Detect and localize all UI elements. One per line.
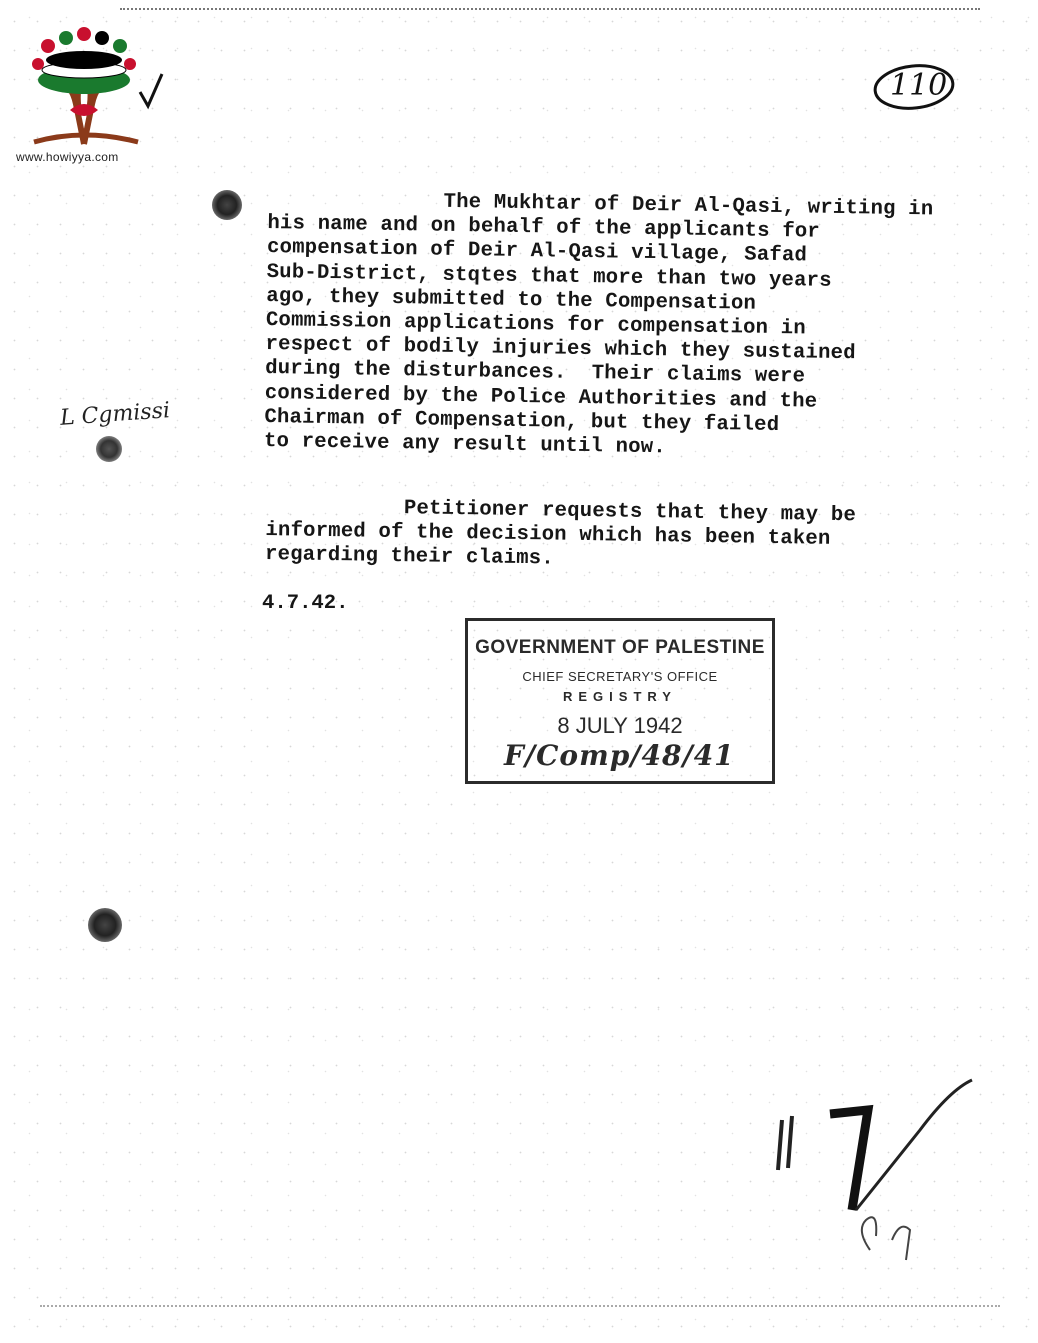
- stamp-reference: F/Comp/48/41: [504, 739, 735, 772]
- letter-line: his name and on behalf of the applicants for: [267, 212, 821, 244]
- stamp-registry: REGISTRY: [563, 689, 677, 704]
- margin-note: L Cgmissi: [59, 398, 171, 431]
- scan-edge: [120, 8, 980, 18]
- letter-line: considered by the Police Authorities and the: [264, 381, 818, 414]
- letter-line: Commission applications for compensation in: [265, 309, 807, 341]
- ink-blot: [96, 436, 122, 462]
- page-number: [872, 62, 956, 112]
- letter-line: regarding their claims.: [264, 543, 555, 571]
- letter-line: Petitioner requests that they may be: [265, 495, 857, 528]
- logo-caption: www.howiyya.com: [16, 150, 119, 164]
- scan-edge-bottom: [40, 1305, 1000, 1307]
- letter-line: to receive any result until now.: [263, 430, 667, 460]
- howiyya-logo: [14, 24, 154, 169]
- punch-hole: [212, 190, 242, 220]
- punch-hole: [88, 908, 122, 942]
- page-number-text: 110: [890, 68, 948, 103]
- letter-paragraph-2: [265, 495, 986, 579]
- stamp-government: GOVERNMENT OF PALESTINE: [475, 637, 765, 658]
- letter-line: during the disturbances. Their claims were: [264, 357, 806, 389]
- letter-paragraph-1: [264, 188, 988, 466]
- handwritten-annotation: [760, 1060, 1000, 1290]
- letter-line: The Mukhtar of Deir Al-Qasi, writing in: [267, 188, 934, 222]
- letter-line: compensation of Deir Al-Qasi village, Safad: [266, 236, 808, 268]
- stamp-date: 8 JULY 1942: [557, 713, 683, 738]
- letter-line: Chairman of Compensation, but they failed: [264, 405, 780, 437]
- letter-line: respect of bodily injuries which they sustained: [265, 333, 856, 366]
- letter-line: informed of the decision which has been taken: [265, 519, 831, 552]
- letter-line: ago, they submitted to the Compensation: [266, 284, 757, 316]
- registry-stamp: [465, 618, 775, 784]
- letter-date: 4.7.42.: [262, 592, 349, 615]
- checkmark-icon: [136, 70, 166, 110]
- stamp-office: CHIEF SECRETARY'S OFFICE: [522, 669, 718, 684]
- letter-line: Sub-District, stqtes that more than two years: [266, 260, 832, 293]
